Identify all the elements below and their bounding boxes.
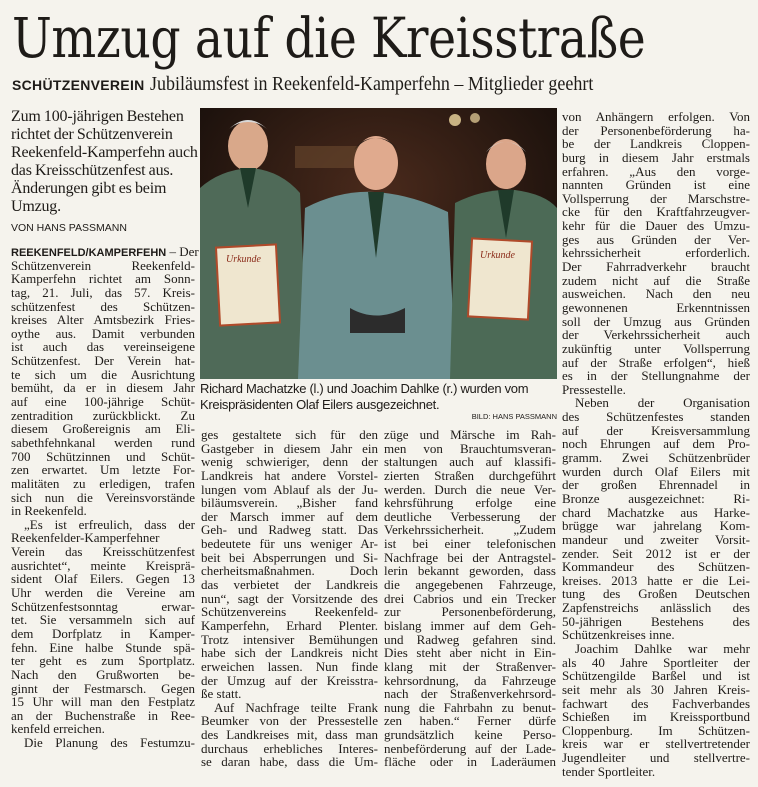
text-line: tender Sportleiter.: [562, 763, 656, 779]
text-line: drei Cabrios und ein Trecker: [384, 590, 556, 606]
photo-credit: BILD: HANS PASSMANN: [471, 412, 557, 421]
text-line: Verkehrssicherheit. „Zudem: [384, 522, 556, 538]
text-line: kehrsführung erfolge eine: [384, 495, 556, 511]
text-line: es in der Stellungnahme der: [562, 368, 750, 384]
text-line: ter geht es zum Sportplatz.: [11, 653, 195, 669]
text-line: auf der Straße erfolgen“, hieß: [562, 354, 750, 370]
text-line: Schützenfestsonntag erwar-: [11, 598, 195, 614]
text-line: diesem Großereignis am Eli-: [11, 421, 195, 437]
text-line: schützenfest des Schützen-: [11, 298, 195, 314]
text-line: ausweichen. Nach den neu: [562, 286, 750, 302]
text-line: der Umzug auf der Kreisstra-: [201, 672, 378, 688]
text-line: Die Planung des Festumzu-: [24, 735, 195, 751]
kicker: SCHÜTZENVEREIN: [12, 77, 145, 93]
text-line: ist bei einer telefonischen: [384, 536, 556, 552]
certificate-title: Urkunde: [480, 250, 515, 261]
text-line: wenig schwieriger, denn der: [201, 454, 378, 470]
text-line: Gastgeber in diesem Jahr ein: [201, 440, 378, 456]
text-line: kehrssicherheit erforderlich.: [562, 245, 750, 261]
article-column-3: [384, 428, 556, 769]
photo-caption: [200, 381, 557, 422]
text-line: sabethfehnkanal werden rund: [11, 434, 195, 450]
text-line: ges aus Gründen der Ver-: [562, 231, 750, 247]
text-line: durchaus erhebliches Interes-: [201, 740, 378, 756]
text-line: staltungen auch auf klassifi-: [384, 454, 556, 470]
text-line: nung die Fahrbahn zu benut-: [384, 699, 556, 715]
text-line: Geh- und Radweg statt. Das: [201, 522, 378, 538]
text-line-content: – Der: [169, 244, 199, 259]
text-line: [11, 244, 199, 259]
left-column-stack: [11, 108, 199, 750]
text-line: Cloppenburg. Im Schützen-: [562, 722, 750, 738]
text-line: das verbietet der Landkreis: [201, 577, 378, 593]
text-line: Verein das Kreisschützenfest: [11, 544, 195, 560]
text-line: sident Olaf Eilers. Gegen 13: [11, 571, 195, 587]
text-line: cherheitsmaßnahmen. Doch: [201, 563, 378, 579]
text-line: Kamperfehn, Erhard Plenter.: [201, 617, 378, 633]
text-line: burg in diesem Jahr erstmals: [562, 149, 750, 165]
text-line: der Verkehrssicherheit auch: [562, 327, 750, 343]
text-line: Schützenfest. Der Verein hat-: [11, 353, 195, 369]
text-line: kehr für die Dauer des Umzu-: [562, 218, 750, 234]
text-line: chard Machatzke aus Harke-: [562, 504, 750, 520]
text-line: nenbeförderung auf der Lade-: [384, 740, 556, 756]
headline: Umzug auf die Kreisstraße: [12, 6, 646, 70]
text-line: ges gestaltete sich für den: [201, 427, 378, 442]
text-line: Schützengilde Barßel und ist: [562, 668, 750, 684]
text-line: habe sich der Landkreis nicht: [201, 645, 378, 661]
text-line: men von Brauchtumsveran-: [384, 440, 556, 456]
certificate-title: Urkunde: [226, 254, 261, 265]
text-line: erweichen lassen. Nun finde: [201, 658, 378, 674]
text-line: gramm. Zwei Schützenbrüder: [562, 450, 750, 466]
text-line: lungen vom Ablauf als der Ju-: [201, 481, 378, 497]
text-line: kehrsordnung, da Fahrzeuge: [384, 672, 556, 688]
text-line: Auf Nachfrage teilte Frank: [214, 699, 378, 715]
text-line: nun“, sagt der Vorsitzende des: [201, 590, 378, 606]
text-line: kreis war er stellvertretender: [562, 736, 750, 752]
subheadline-text: Jubiläumsfest in Reekenfeld-Kamperfehn – Mitglieder geehrt: [149, 73, 593, 95]
text-line: zur Personenbeförderung,: [384, 604, 556, 620]
text-line: zender. Seit 2012 ist er der: [562, 545, 750, 561]
certificate-left: [216, 244, 280, 325]
text-line: Dies steht aber nicht in Ein-: [384, 645, 556, 661]
text-line: Uhr werden die Vereine am: [11, 585, 195, 601]
text-line: malitäten zu erledigen, trafen: [11, 475, 195, 491]
text-line: Schützenverein Reekenfeld-: [11, 257, 195, 273]
text-line: Zapfenstreichs anlässlich des: [562, 600, 750, 616]
text-line: mandeur und zweiter Vorsit-: [562, 531, 750, 547]
text-line: als 40 Jahre Sportleiter der: [562, 654, 750, 670]
text-line: Schützenkreises inne.: [562, 627, 675, 643]
text-line: fläche oder in Laderäumen: [384, 754, 556, 770]
text-line: Schützenvereins Reekenfeld-: [201, 604, 378, 620]
text-line: Bronze ausgezeichnet: Ri-: [562, 490, 750, 506]
text-line: 15 Uhr will man den Festplatz: [11, 694, 195, 710]
text-line: nannten Gründen ist eine: [562, 177, 750, 193]
text-line: 50-jährigen Bestehens des: [562, 613, 750, 629]
text-line: sich nun die Vereinsvorstände: [11, 489, 195, 505]
caption-line-1: Richard Machatzke (l.) und Joachim Dahlke (r.) wurden vom: [200, 381, 529, 396]
text-line: „Es ist erfreulich, dass der: [24, 516, 195, 532]
text-line: be der Landkreis Cloppen-: [562, 136, 750, 152]
text-line: biläumsverein. „Bisher fand: [201, 495, 378, 511]
text-line: Landkreis hat andere Vorstel-: [201, 467, 378, 483]
text-line: zen erwartet. Um letzte For-: [11, 462, 195, 478]
text-line: an der Buchenstraße in Ree-: [11, 707, 195, 723]
text-line: Kamperfehn richtet am Sonn-: [11, 271, 195, 287]
text-line: Schießen im Kreissportbund: [562, 709, 750, 725]
text-line: Pressestelle.: [562, 381, 626, 397]
text-line: beit bei Absperrungen und Si-: [201, 549, 378, 565]
text-line: Kommandeur des Schützen-: [562, 559, 750, 575]
certificate-right: [468, 238, 532, 319]
text-line: brügge war jahrelang Kom-: [562, 518, 750, 534]
text-line: Trotz intensiver Bemühungen: [201, 631, 378, 647]
text-line: tet. Sie versammeln sich auf: [11, 612, 195, 628]
text-line: der Personenbeförderung ha-: [562, 122, 750, 138]
text-line: fachwart des Fachverbandes: [562, 695, 750, 711]
text-line: von Anhängern erfolgen. Von: [562, 109, 750, 124]
text-line: des Landkreises mit, dass man: [201, 727, 378, 743]
text-line: und Radweg gefahren sind.: [384, 631, 556, 647]
text-line: wurden durch Olaf Eilers mit: [562, 463, 750, 479]
text-line: se daran habe, dass die Um-: [201, 754, 378, 770]
text-line: bemüht, da er in diesem Jahr: [11, 380, 195, 396]
text-line: kenfeld erreichen.: [11, 721, 105, 737]
text-line: Der Fahrradverkehr braucht: [562, 259, 750, 275]
text-line: auf eine 100-jährige Schüt-: [11, 394, 195, 410]
text-line: tung des Großen Deutschen: [562, 586, 750, 602]
text-line: deutliche Verbesserung der: [384, 508, 556, 524]
text-line: Jugendleiter und stellvertre-: [562, 750, 750, 766]
text-line: Vollsperrung der Marschstre-: [562, 190, 750, 206]
text-line: klang mit der Straßenver-: [384, 658, 556, 674]
article-photo: [200, 108, 557, 379]
text-line: noch Ehrungen auf dem Pro-: [562, 436, 750, 452]
text-line: auf der Kreisversammlung: [562, 422, 750, 438]
text-line: 700 Schützinnen und Schüt-: [11, 448, 195, 464]
text-line: oythe aus. Damit verbunden: [11, 325, 195, 341]
text-line: grundsätzlich keine Perso-: [384, 727, 556, 743]
text-line: zudem nicht auf die Straße: [562, 272, 750, 288]
dateline: REEKENFELD/KAMPERFEHN: [11, 247, 167, 259]
text-line: gewonnenen Erkenntnissen: [562, 299, 750, 315]
text-line: ausrichtet“, meinte Kreisprä-: [11, 557, 195, 573]
article-column-1: [11, 244, 199, 751]
text-line: te sich um die Ausrichtung: [11, 366, 195, 382]
text-line: soll der Umzug aus Gründen: [562, 313, 750, 329]
subheadline: [12, 72, 642, 97]
text-line: erfahren. „Aus den vorge-: [562, 163, 750, 179]
text-line: kreises Alter Amtsbezirk Fries-: [11, 312, 195, 328]
text-line: dem Dorfplatz in Kamper-: [11, 625, 195, 641]
text-line: Reekenfelder-Kamperfehner: [11, 530, 160, 546]
text-line: ist auch das vereinseigene: [11, 339, 195, 355]
lead-paragraph: Zum 100-jährigen Bestehen richtet der Schützenverein Reekenfeld-Kamperfehn auch das Kreisschützenfest aus. Änderungen gibt es beim Umzug.: [11, 108, 198, 215]
text-line: Joachim Dahlke war mehr: [575, 640, 750, 656]
text-line: zukünftig unter Vollsperrung: [562, 340, 750, 356]
text-line: Beumker von der Pressestelle: [201, 713, 378, 729]
text-line: cke für den Kraftfahrzeugver-: [562, 204, 750, 220]
text-line: lerin bekannt geworden, dass: [384, 563, 556, 579]
text-line: Nachfrage bei der Antragstel-: [384, 549, 556, 565]
text-line: werden. Durch die neue Ver-: [384, 481, 556, 497]
text-line: fehn. Eine halbe Stunde spä-: [11, 639, 195, 655]
text-line: zentradition zurückblickt. Zu: [11, 407, 195, 423]
text-line: Neben der Organisation: [575, 395, 750, 411]
text-line: der großen Ehrennadel in: [562, 477, 750, 493]
text-line: tag, 21. Juli, das 57. Kreis-: [11, 284, 195, 300]
text-line: der Marsch immer auf dem: [201, 508, 378, 524]
text-line: Nach den Grußworten be-: [11, 666, 195, 682]
text-line: züge und Märsche im Rah-: [384, 427, 556, 442]
text-line: bedeutete für uns weniger Ar-: [201, 536, 378, 552]
text-line: zierten Straßen durchgeführt: [384, 467, 556, 483]
text-line: die angegebenen Fahrzeuge,: [384, 577, 556, 593]
article-column-2: [201, 428, 378, 769]
text-line: zen haben.“ Ferner dürfe: [384, 713, 556, 729]
caption-line-2: Kreispräsidenten Olaf Eilers ausgezeichnet.: [200, 396, 440, 412]
photo-three-men-with-certificates: [200, 108, 557, 379]
text-line: bislang immer auf dem Geh-: [384, 617, 556, 633]
byline: VON HANS PASSMANN: [11, 222, 127, 234]
text-line: kreises. 2013 hatte er die Lei-: [562, 572, 750, 588]
text-line: ße statt.: [201, 686, 242, 702]
text-line: in Reekenfeld.: [11, 503, 87, 519]
text-line: des Schützenfestes standen: [562, 409, 750, 425]
text-line: seit mehr als 30 Jahren Kreis-: [562, 681, 750, 697]
text-line: nach der Straßenverkehrsord-: [384, 686, 556, 702]
article-column-4: [562, 110, 750, 778]
text-line: ginnt der Festmarsch. Gegen: [11, 680, 195, 696]
